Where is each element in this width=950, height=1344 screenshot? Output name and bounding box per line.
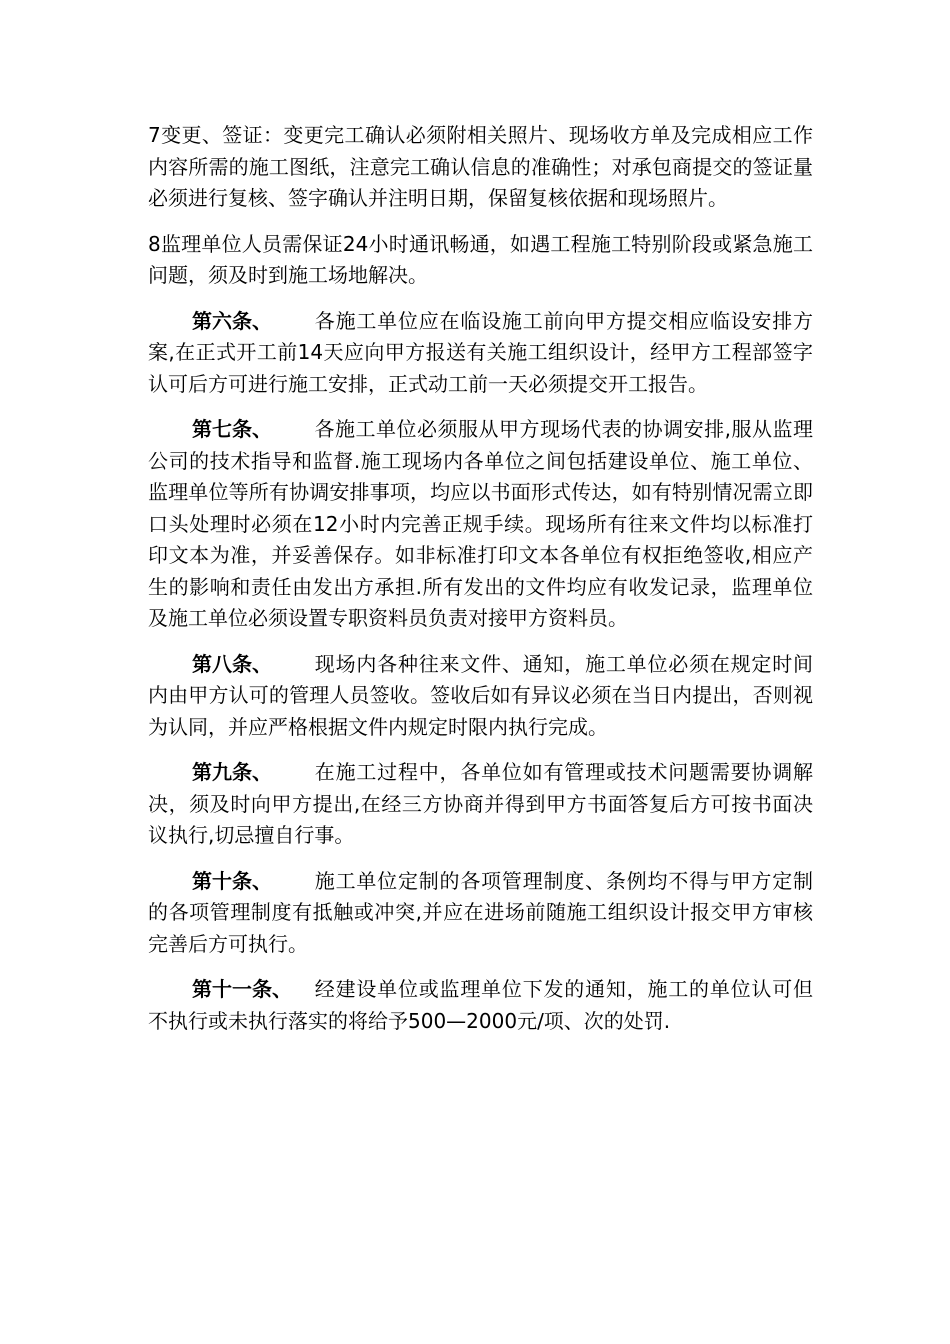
- article-8-text: 现场内各种往来文件、通知，施工单位必须在规定时间内由甲方认可的管理人员签收。签收后如有异议必须在当日内提出，否则视为认同，并应严格根据文件内规定时限内执行完成。: [148, 651, 813, 739]
- document-page: [148, 120, 813, 1051]
- article-8-paragraph: [148, 649, 813, 744]
- article-9-text: 在施工过程中，各单位如有管理或技术问题需要协调解决，须及时向甲方提出,在经三方协商并得到甲方书面答复后方可按书面决议执行,切忌擅自行事。: [148, 760, 813, 847]
- article-9-number: 第九条、: [192, 760, 272, 784]
- article-7-paragraph: [148, 414, 813, 635]
- article-7-text: 各施工单位必须服从甲方现场代表的协调安排,服从监理公司的技术指导和监督.施工现场内各单位之间包括建设单位、施工单位、监理单位等所有协调安排事项，均应以书面形式传达，如有特别情况需立即口头处理时必须在12小时内完善正规手续。现场所有往来文件均以标准打印文本为准，并妥善保存。如非标准打印文本各单位有权拒绝签收,相应产生的影响和责任由发出方承担.所有发出的文件均应有收发记录，监理单位及施工单位必须设置专职资料员负责对接甲方资料员。: [148, 417, 813, 630]
- article-6-number: 第六条、: [192, 308, 272, 333]
- article-11-number: 第十一条、: [192, 977, 292, 1001]
- article-10-paragraph: [148, 866, 813, 961]
- article-8-number: 第八条、: [192, 651, 272, 676]
- article-11-text: 经建设单位或监理单位下发的通知，施工的单位认可但不执行或未执行落实的将给予500—2000元/项、次的处罚.: [148, 977, 813, 1033]
- clause-7-paragraph: 7变更、签证：变更完工确认必须附相关照片、现场收方单及完成相应工作内容所需的施工图纸，注意完工确认信息的准确性；对承包商提交的签证量必须进行复核、签字确认并注明日期，保留复核依据和现场照片。: [148, 123, 813, 210]
- clause-8-paragraph: 8监理单位人员需保证24小时通讯畅通，如遇工程施工特别阶段或紧急施工问题，须及时到施工场地解决。: [148, 231, 813, 287]
- article-10-number: 第十条、: [192, 868, 272, 893]
- article-7-number: 第七条、: [192, 417, 272, 441]
- article-11-paragraph: [148, 974, 813, 1037]
- article-9-paragraph: [148, 757, 813, 852]
- article-6-text: 各施工单位应在临设施工前向甲方提交相应临设安排方案,在正式开工前14天应向甲方报送有关施工组织设计，经甲方工程部签字认可后方可进行施工安排，正式动工前一天必须提交开工报告。: [148, 308, 813, 396]
- article-6-paragraph: [148, 306, 813, 401]
- article-10-text: 施工单位定制的各项管理制度、条例均不得与甲方定制的各项管理制度有抵触或冲突,并应在进场前随施工组织设计报交甲方审核完善后方可执行。: [148, 868, 813, 956]
